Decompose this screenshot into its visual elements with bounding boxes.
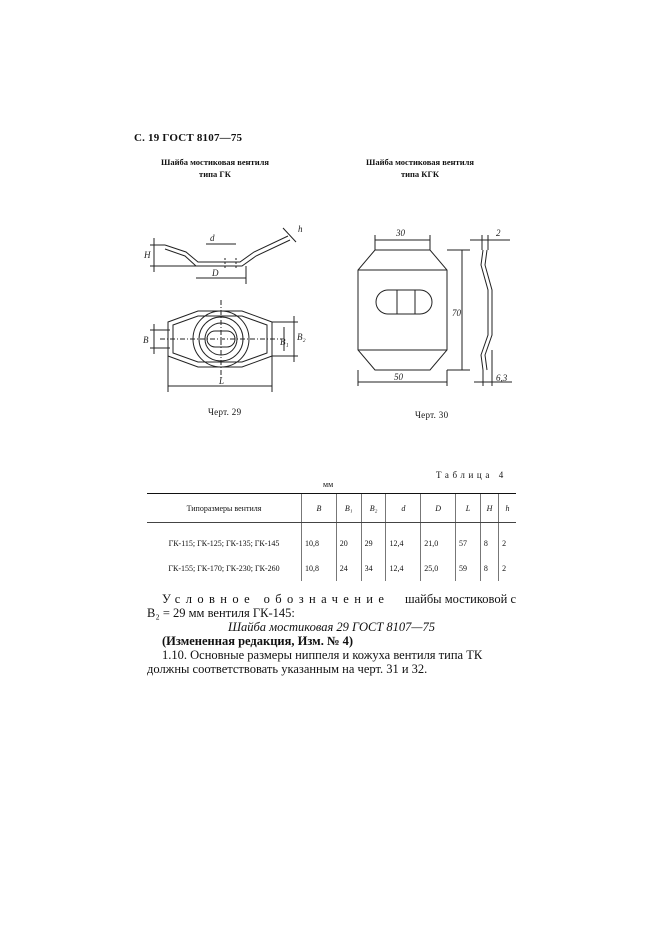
- sizes-table: [147, 493, 516, 581]
- table-cell: 8: [480, 523, 498, 557]
- table-cell: 12,4: [386, 556, 421, 581]
- table-cell: 29: [361, 523, 386, 557]
- table-header-cell: B: [302, 494, 337, 523]
- figure-29-caption-line2: типа ГК: [199, 169, 231, 179]
- revision-note: (Измененная редакция, Изм. № 4): [162, 634, 354, 648]
- table-cell: 25,0: [421, 556, 456, 581]
- table-cell: 2: [499, 523, 516, 557]
- table-cell: 2: [499, 556, 516, 581]
- table-cell: 24: [336, 556, 361, 581]
- fig29-dim-B2: B₂: [297, 332, 306, 342]
- table-cell: 12,4: [386, 523, 421, 557]
- fig30-dim-thickness: 2: [496, 228, 501, 238]
- table-header-cell: Типоразмеры вентиля: [147, 494, 302, 523]
- paragraph-1-10-line1: 1.10. Основные размеры ниппеля и кожуха вентиля типа ТК: [162, 648, 483, 662]
- table-cell: ГК-115; ГК-125; ГК-135; ГК-145: [168, 539, 280, 548]
- table-cell: 20: [336, 523, 361, 557]
- fig29-dim-D: D: [212, 268, 219, 278]
- table-header-cell: H: [480, 494, 498, 523]
- paragraph-1-10-line2: должны соответствовать указанным на черт. 31 и 32.: [147, 662, 428, 676]
- figure-29-caption-line1: Шайба мостиковая вентиля: [161, 157, 269, 167]
- table-header-cell: B₁: [336, 494, 361, 523]
- designation-example: Шайба мостиковая 29 ГОСТ 8107—75: [227, 620, 436, 634]
- table-row: [147, 556, 516, 581]
- page-header: С. 19 ГОСТ 8107—75: [134, 132, 243, 144]
- fig29-dim-B: B: [143, 335, 149, 345]
- fig29-dim-h: h: [298, 224, 303, 234]
- table-row: [147, 523, 516, 557]
- designation-paragraph: [162, 592, 516, 607]
- fig30-dim-width-top: 30: [396, 228, 405, 238]
- table-cell: ГК-155; ГК-170; ГК-230; ГК-260: [168, 564, 280, 573]
- table-header-cell: B₂: [361, 494, 386, 523]
- table-cell: 8: [480, 556, 498, 581]
- table-header-row: [147, 494, 516, 523]
- table-cell: 34: [361, 556, 386, 581]
- figure-29-label: Черт. 29: [208, 407, 242, 417]
- table-cell: 57: [456, 523, 481, 557]
- table-cell: 59: [456, 556, 481, 581]
- table-cell: 10,8: [302, 556, 337, 581]
- designation-line2: B₂ = 29 мм вентиля ГК-145:: [147, 606, 295, 620]
- fig30-dim-width-bottom: 50: [394, 372, 403, 382]
- figure-30-drawing: [0, 0, 661, 420]
- table-header-cell: D: [421, 494, 456, 523]
- figure-30-caption-line2: типа КГК: [400, 169, 440, 179]
- fig30-dim-offset: 6,3: [496, 373, 508, 383]
- fig29-dim-H: H: [144, 250, 151, 260]
- fig30-dim-height: 70: [452, 308, 461, 318]
- table-header-cell: h: [499, 494, 516, 523]
- fig29-dim-L: L: [219, 376, 225, 386]
- designation-rest-text: шайбы мостиковой с: [404, 592, 516, 606]
- fig29-dim-d: d: [210, 233, 215, 243]
- designation-spaced-text: Условное обозначение: [162, 592, 390, 606]
- table-cell: 10,8: [302, 523, 337, 557]
- table-title: Таблица 4: [436, 470, 507, 480]
- table-cell: 21,0: [421, 523, 456, 557]
- table-header-cell: d: [386, 494, 421, 523]
- table-header-cell: L: [456, 494, 481, 523]
- figure-30-label: Черт. 30: [415, 410, 449, 420]
- figure-30-caption-line1: Шайба мостиковая вентиля: [366, 157, 474, 167]
- fig29-dim-B1: B₁: [280, 337, 289, 347]
- table-unit: мм: [323, 480, 334, 489]
